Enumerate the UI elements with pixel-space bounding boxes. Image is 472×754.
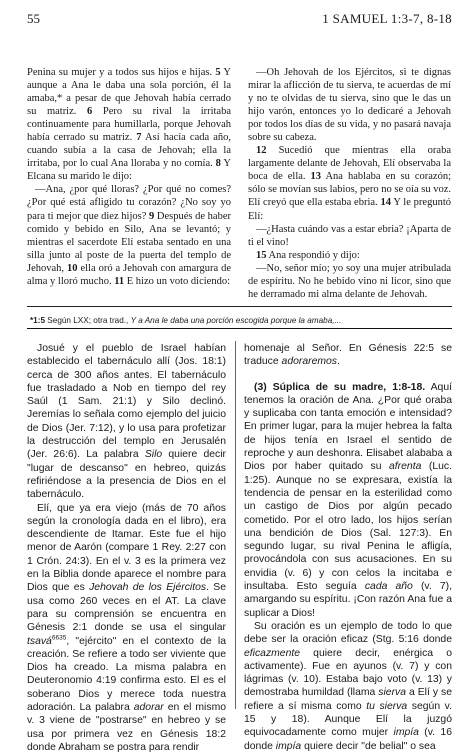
text-run: Su oración es un ejemplo de todo lo que debe ser la oración eficaz (Stg. 5:16 donde [244,620,452,646]
text-run: afrenta [389,461,422,473]
text-run: —¿Hasta cuándo vas a estar ebria? ¡Aparta de ti el vino! [248,223,451,248]
text-run: —No, señor mío; yo soy una mujer atribulada de espíritu. No he bebido vino ni licor, sino que he derramado mi alma delante de Jehovah. [248,262,451,300]
page-header [27,11,452,27]
text-run: Josué y el pueblo de Israel habían establecido el tabernáculo allí (Jos. 18:1) cerca de 300 años antes. El tabernáculo fue trasladado a Nob en tiempo del rey Saúl (1 Sam. 21:1) y Silo declinó. Jeremías lo señala como ejemplo del juicio de Dios (Jer. 7:12), y lo usa para profetizar la destrucción del templo en Jerusalén (Jer. 26:6). La palabra [27,343,226,461]
text-run: en el mismo v. 3 viene de "postrarse" en hebreo y se usa por primera vez en Génesis 18:2 donde Abraham se postra para rendir [27,702,227,753]
text-run: —Oh Jehovah de los Ejércitos, si te dignas mirar la aflicción de tu sierva, te acuerdas de mí y no te olvidas de tu sierva, sino que le das un hijo varón, entonces yo lo dedicaré a Jehovah por todos los días de su vida, y no pasará navaja sobre su cabeza. [248,67,451,144]
text-run: tu sierva [366,700,408,712]
text-run: Y Elcana su marido le dijo: [27,158,231,183]
text-run: , "ejército" en el contexto de la creación. Se refiere a todo ser viviente que Dios ha creado. La misma palabra en Deuteronomio 4:19 confirma esto. El es el soberano Dios y merece toda nuestra adoración. La palabra [27,635,226,714]
text-run: . Se usa como 260 veces en el AT. La clave para su comprensión se encuentra en Génesis 2:1 donde se usa el singular [27,582,226,634]
commentary-paragraph [27,342,226,502]
text-run: (v. 7), amargando su espíritu. ¡Con razón Ana fue a suplicar a Dios! [244,581,452,619]
verse-number: 14 [380,197,391,209]
section-divider [27,328,452,329]
footnote [30,316,341,325]
text-run: eficazmente [244,647,301,659]
text-run: Silo [144,449,163,461]
footnote-text: Según LXX; otra trad., [45,316,131,325]
bible-paragraph [248,223,451,249]
text-run: Ana hablaba en su corazón; sólo se movían sus labios, pero no se oía su voz. Elí creyó que ella estaba ebria. [248,171,451,209]
bible-text-right-column [248,66,451,301]
verse-number: 11 [114,275,125,287]
text-run: Y aunque a Ana le daba una sola porción, él la amaba,* a pesar de que Jehovah había cerrado su matriz. [27,67,232,118]
text-run: cada año [364,581,413,593]
verse-number: 12 [256,145,267,157]
commentary-paragraph [27,502,226,754]
commentary-paragraph [244,381,452,620]
commentary-paragraph [244,620,452,753]
verse-number: 15 [256,249,267,261]
bible-paragraph [27,183,231,287]
bible-paragraph [248,249,451,262]
strong-number: 6635 [51,634,67,642]
text-run: quiere decir "lugar de descanso" en hebreo, quizás refiriéndose a la presencia de Dios en el tabernáculo. [27,449,226,501]
column-divider [235,341,236,709]
text-run: . [337,356,340,368]
running-title: 1 SAMUEL 1:3-7, 8-18 [322,11,452,26]
text-run: (Luc. 1:25). Aunque no se expresara, existía la tendencia de pensar en la esterilidad como un castigo de Dios por algún pecado cometido. Por el otro lado, los hijos serían una bendición de Dios (Sal. 127:3). En segundo lugar, su rival Penina le afligía, provocándola con sus acusaciones. En su envidia (v. 6) y con celos la incitaba e insultaba. Esto seguía [244,461,452,593]
text-run: Sucedió que mientras ella oraba largamente delante de Jehovah, Elí observaba la boca de ella. [248,145,451,183]
page-number: 55 [27,11,40,26]
footnote-ref: *1:5 [30,316,46,325]
verse-number: (3) Súplica de su madre, 1:8-18. [254,381,426,393]
text-run: Elí, que ya era viejo (más de 70 años según la cronología dada en el libro), era descendiente de Itamar. Este fue el hijo menor de Aarón (compare 1 Rey. 2:27 con 1 Crón. 24:3). En el v. 3 es la primera vez en la Biblia donde aparece el nombre para Dios que es [27,502,226,594]
commentary-paragraph [244,342,452,369]
bible-paragraph [27,66,231,183]
text-run: a Elí y se refiere a sí misma como [244,687,452,712]
bible-paragraph [248,66,451,144]
text-run: tsavá [27,635,52,647]
text-run: (v. 16 donde [244,727,452,752]
text-run: Pero su rival la irritaba continuamente para humillarla, porque Jehovah había cerrado su matriz. [27,106,232,144]
bible-text-left-column [27,66,231,288]
text-run: impía [393,727,419,739]
verse-number: 8 [215,158,221,170]
verse-number: 10 [67,262,78,274]
text-run: adoraremos [281,356,337,368]
text-run: E hizo un voto diciendo: [124,275,230,287]
text-run: Y le preguntó Elí: [248,197,451,222]
text-run: —Ana, ¿por qué lloras? ¿Por qué no comes? ¿Por qué está afligido tu corazón? ¿No soy yo para ti mejor que diez hijos? [27,184,231,222]
text-run: Después de haber comido y bebido en Silo, Ana se levantó; y mientras el sacerdote Elí estaba sentado en una silla junto al poste de la puerta del templo de Jehovah, [27,210,231,274]
verse-number: 7 [136,132,142,144]
verse-number: 6 [87,106,93,118]
text-run: Ana respondió y dijo: [266,249,360,261]
text-run: impía [275,740,302,752]
commentary-left-column [27,342,226,754]
text-run: Aquí tenemos la oración de Ana. ¿Por qué oraba y suplicaba con tanta emoción e intensidad? En primer lugar, para la mujer hebrea la falta de hijos tenía en Israel el sentido de reproche y aun deshonra. Elisabet alababa a Dios por haber quitado su [244,381,452,473]
text-run: sierva [378,687,406,699]
commentary-right-column [244,342,452,753]
bible-paragraph [248,262,451,301]
text-run: quiere decir "de belial" o sea [301,740,436,752]
text-run: homenaje al Señor. En Génesis 22:5 se traduce [244,343,452,368]
text-run: ella oró a Jehovah con amargura de alma y lloró mucho. [27,262,231,287]
footnote-alt-translation: Y a Ana le daba una porción escogida porque la amaba,... [130,316,342,325]
bible-paragraph [248,144,451,222]
footnote-rule [27,306,452,307]
text-run: Jehovah de los Ejércitos [89,582,207,594]
verse-number: 9 [149,210,155,222]
text-run: adorar [133,702,164,714]
verse-number: 5 [215,67,221,78]
text-run: quiere decir, enérgica o activamente). Fue en ayunos (v. 7) y con lágrimas (v. 10). Estaba bajo voto (v. 13) y demostraba humildad (llama [244,647,452,699]
verse-number: 13 [310,171,322,183]
text-run: según v. 15 y 18). Aunque Elí la juzgó equivocadamente como mujer [244,700,452,739]
text-run: Penina su mujer y a todos sus hijos e hijas. [27,67,216,78]
text-run: Así hacía cada año, cuando subía a la casa de Jehovah; ella la irritaba, por lo cual Ana lloraba y no comía. [27,132,232,170]
